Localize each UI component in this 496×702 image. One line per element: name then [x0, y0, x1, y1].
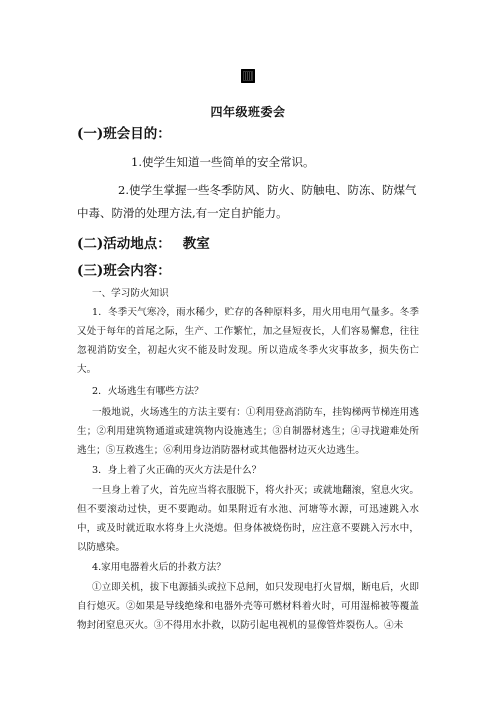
goal-item-1: 1.使学生知道一些简单的安全常识。	[131, 155, 315, 169]
paragraph-q3: 一旦身上着了火，首先应当将衣服脱下，将火扑灭；或就地翻滚，窒息火灾。但不要滚动过快，更不要跑动。如果附近有水池、河塘等水源，可迅速跳入水中，或及时就近取水将身上火浇熄。但身体被烧伤时，应注意不要跳入污水中，以防感染。	[77, 485, 419, 553]
paragraph-q4: ①立即关机，拔下电源插头或拉下总闸，如只发现电打火冒烟，断电后，火即自行熄灭。②如果是导线绝缘和电器外壳等可燃材料着火时，可用湿棉被等覆盖物封闭窒息灭火。③不得用水扑救，以防引起电视机的显像管炸裂伤人。④未	[77, 582, 419, 631]
section-heading-content: (三)班会内容：	[77, 263, 171, 279]
question-4-title: 4.家用电器着火后的扑救方法？	[92, 562, 226, 573]
question-3-title: 3．身上着了火正确的灭火方法是什么？	[92, 465, 262, 476]
section-heading-location	[77, 236, 210, 252]
goal-item-2-line-2: 中毒、防滑的处理方法,有一定自护能力。	[77, 206, 288, 220]
stamp-mark-icon	[241, 69, 255, 83]
document-subtitle: 四年级班委会	[210, 105, 286, 119]
goal-item-2-line-1: 2.使学生掌握一些冬季防风、防火、防触电、防冻、防煤气	[118, 183, 417, 197]
paragraph-q2: 一般地说，火场逃生的方法主要有：①利用登高消防车，挂钩梯两节梯连用逃生；②利用建筑物通道或建筑物内设施逃生；③自制器材逃生；④寻找避难处所逃生；⑤互救逃生；⑥利用身边消防器材或其他器材边灭火边逃生。	[77, 407, 419, 456]
location-label: (二)活动地点：	[77, 236, 171, 252]
part-1-title: 一、学习防火知识	[92, 288, 169, 299]
paragraph-q1: 1．冬季天气寒冷，雨水稀少，贮存的各种原料多，用火用电用气量多。冬季又处于每年的首尾之际，生产、工作繁忙，加之昼短夜长，人们容易懈怠，往往忽视消防安全，初起火灾不能及时发现。所以造成冬季火灾事故多，损失伤亡大。	[77, 307, 419, 375]
location-value: 教室	[182, 236, 210, 252]
section-heading-purpose: (一)班会目的：	[77, 126, 171, 142]
question-2-title: 2．火场逃生有哪些方法？	[92, 386, 204, 397]
